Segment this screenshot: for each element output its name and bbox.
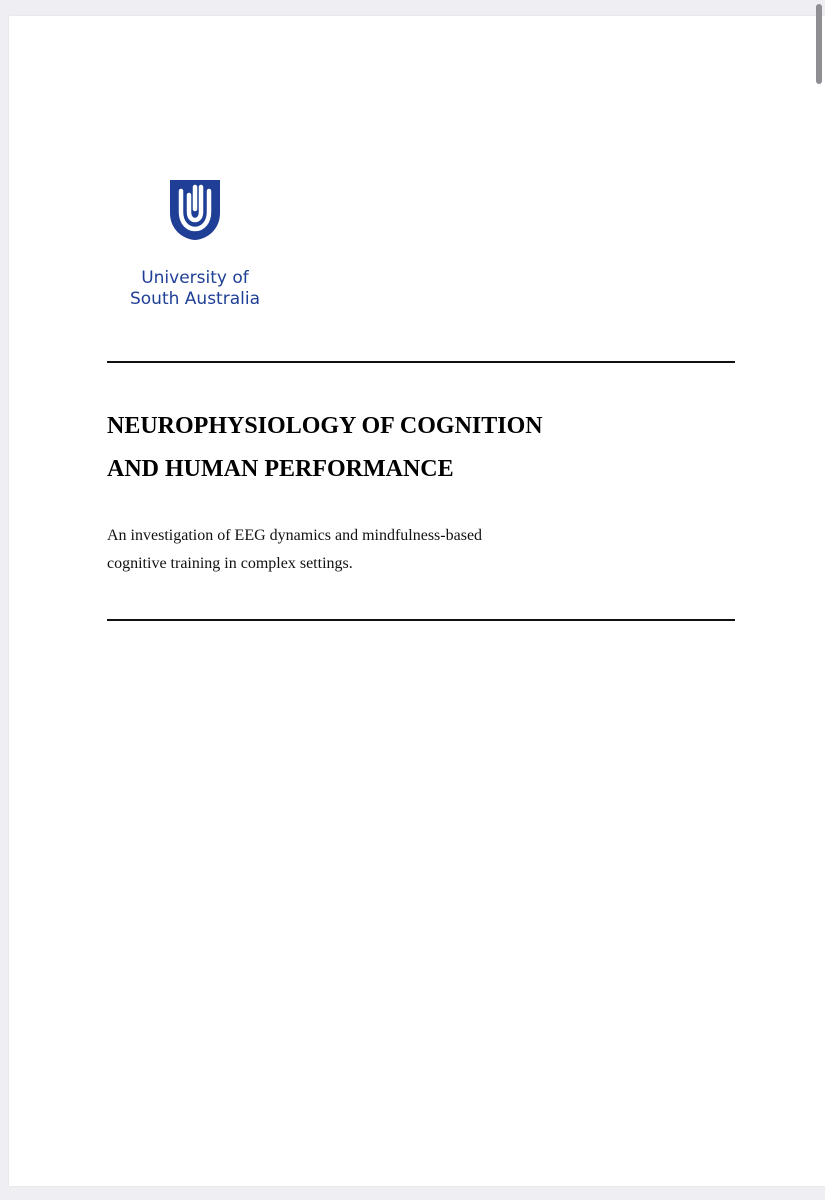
bottom-divider	[107, 619, 735, 621]
document-page	[9, 16, 825, 1186]
university-logo	[117, 179, 273, 319]
document-title	[107, 405, 747, 491]
subtitle-line2: cognitive training in complex settings.	[107, 555, 353, 572]
document-subtitle	[107, 522, 747, 578]
university-name	[117, 268, 273, 310]
subtitle-line1: An investigation of EEG dynamics and mindfulness-based	[107, 527, 483, 544]
top-divider	[107, 361, 735, 363]
vertical-scrollbar[interactable]	[816, 4, 822, 84]
title-line2: AND HUMAN PERFORMANCE	[107, 456, 454, 482]
title-line1: NEUROPHYSIOLOGY OF COGNITION	[107, 413, 543, 439]
university-name-line2: South Australia	[129, 289, 260, 309]
unisa-shield-icon	[169, 179, 221, 241]
university-name-line1: University of	[141, 268, 249, 288]
